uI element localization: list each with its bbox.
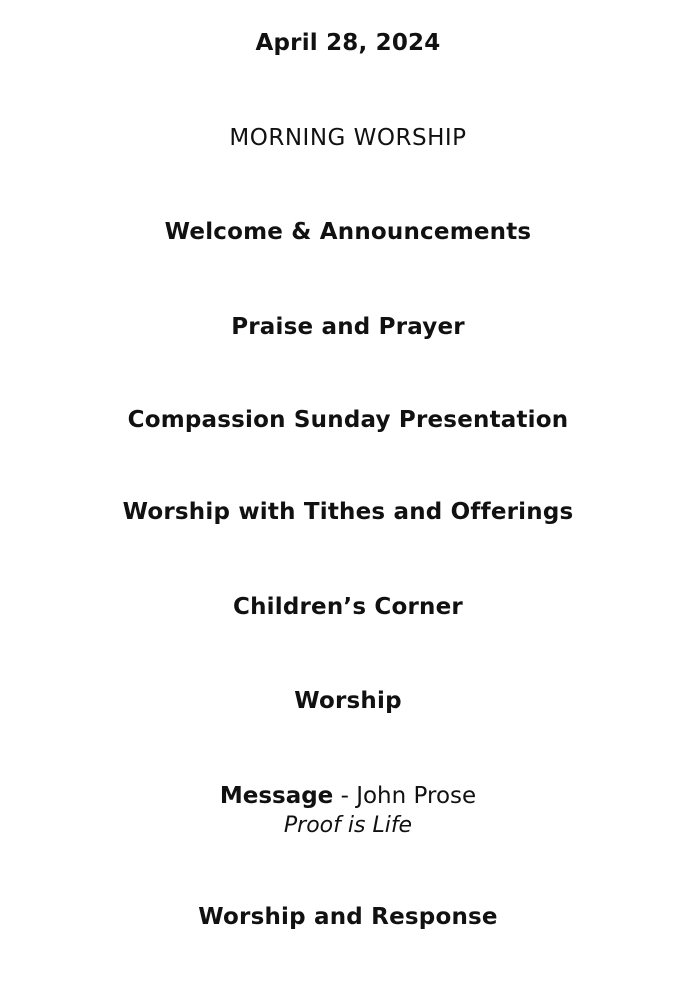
message-speaker: - John Prose (333, 783, 477, 809)
message-line (0, 783, 696, 809)
sermon-title: Proof is Life (283, 813, 413, 838)
order-item-worship-response: Worship and Response (198, 904, 498, 930)
order-item-praise-prayer: Praise and Prayer (231, 314, 465, 340)
order-item-worship: Worship (294, 688, 402, 714)
message-label: Message (219, 783, 334, 809)
service-date: April 28, 2024 (255, 30, 441, 56)
order-item-childrens-corner: Children’s Corner (233, 594, 463, 620)
service-title: MORNING WORSHIP (229, 125, 467, 151)
order-item-tithes-offerings: Worship with Tithes and Offerings (122, 499, 574, 525)
order-item-compassion-sunday: Compassion Sunday Presentation (127, 407, 569, 433)
order-item-welcome: Welcome & Announcements (164, 219, 532, 245)
